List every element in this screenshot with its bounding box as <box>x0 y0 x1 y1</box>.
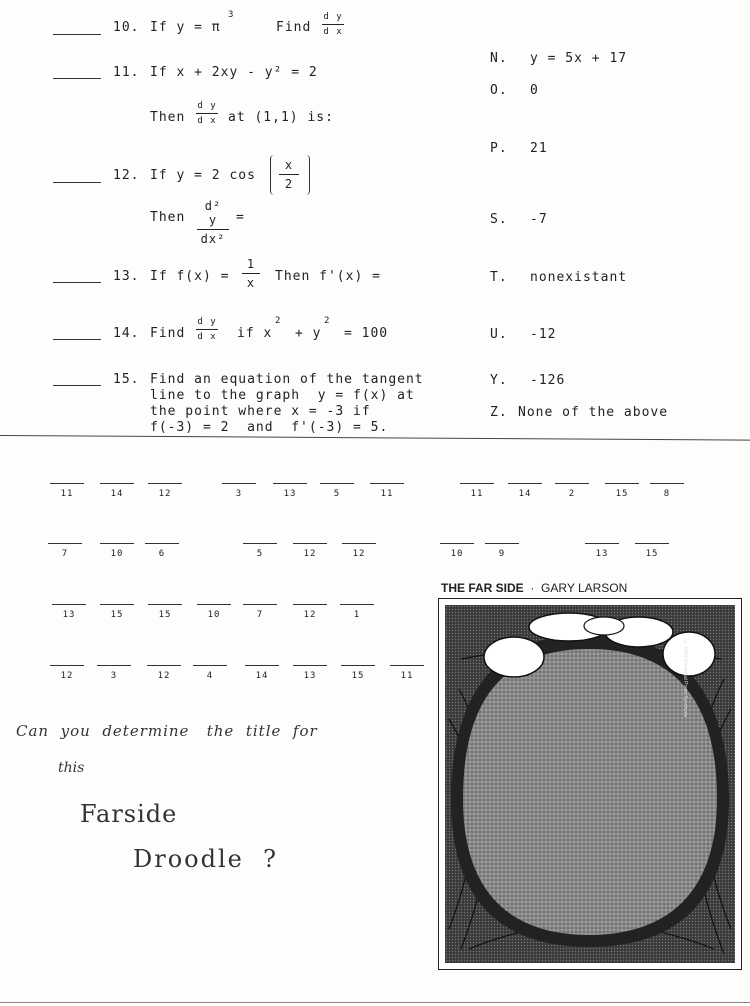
q13-function: If f(x) = <box>150 269 230 284</box>
code-cell[interactable]: 12 <box>342 543 376 559</box>
code-cell[interactable]: 7 <box>243 604 277 620</box>
code-cell[interactable]: 13 <box>273 483 307 499</box>
q14-exponent-x: 2 <box>275 316 281 326</box>
choice-S-letter: S. <box>490 212 508 227</box>
code-cell[interactable]: 11 <box>50 483 84 499</box>
q13-fraction <box>242 257 260 290</box>
cartoon-drawing <box>439 599 741 969</box>
handwriting-line-4: Droodle ? <box>133 845 278 873</box>
choice-P-value: 21 <box>530 141 548 156</box>
frac-denominator: d x <box>197 116 217 126</box>
q10-number: 10. <box>113 20 140 35</box>
q12-equation: If y = 2 cos <box>150 168 256 183</box>
answer-blank-14[interactable] <box>53 339 101 340</box>
frac-denominator: d x <box>323 27 343 37</box>
code-cell[interactable]: 14 <box>100 483 134 499</box>
answer-blank-12[interactable] <box>53 182 101 183</box>
cartoon-copyright: © 1983 Universal Press Syndicate <box>682 639 688 718</box>
frac-numerator: d² y <box>204 199 222 227</box>
q15-line-3: the point where x = -3 if <box>150 404 371 419</box>
code-cell[interactable]: 11 <box>370 483 404 499</box>
frac-numerator: x <box>284 158 294 172</box>
q14-result: = 100 <box>344 326 389 341</box>
code-cell[interactable]: 10 <box>197 604 231 620</box>
q11-then: Then <box>150 110 186 125</box>
q14-number: 14. <box>113 326 140 341</box>
answer-blank-11[interactable] <box>53 78 101 79</box>
handwriting-line-3: Farside <box>80 800 178 828</box>
code-cell[interactable]: 13 <box>52 604 86 620</box>
code-cell[interactable]: 1 <box>340 604 374 620</box>
code-cell[interactable]: 11 <box>390 665 424 681</box>
q15-line-2: line to the graph y = f(x) at <box>150 388 415 403</box>
handwriting-line-1: Can you determine the title for <box>16 722 318 740</box>
q15-number: 15. <box>113 372 140 387</box>
frac-denominator: dx² <box>200 232 226 246</box>
q14-plus-y: + y <box>295 326 322 341</box>
code-cell[interactable]: 7 <box>48 543 82 559</box>
choice-Y-letter: Y. <box>490 373 508 388</box>
choice-P-letter: P. <box>490 141 508 156</box>
q10-derivative <box>322 12 344 37</box>
code-cell[interactable]: 13 <box>293 665 327 681</box>
frac-denominator: 2 <box>284 177 294 191</box>
frac-numerator: d y <box>197 317 217 327</box>
code-cell[interactable]: 9 <box>485 543 519 559</box>
code-cell[interactable]: 10 <box>100 543 134 559</box>
code-cell[interactable]: 15 <box>635 543 669 559</box>
q10-exponent: 3 <box>228 10 234 20</box>
q11-equation: If x + 2xy - y² = 2 <box>150 65 318 80</box>
code-cell[interactable]: 3 <box>222 483 256 499</box>
choice-T-value: nonexistant <box>530 270 628 285</box>
q14-exponent-y: 2 <box>324 316 330 326</box>
code-cell[interactable]: 15 <box>100 604 134 620</box>
frac-numerator: d y <box>197 101 217 111</box>
code-cell[interactable]: 13 <box>585 543 619 559</box>
choice-O-letter: O. <box>490 83 508 98</box>
q11-point: at (1,1) is: <box>228 110 334 125</box>
choice-S-value: -7 <box>530 212 548 227</box>
q10-find: Find <box>276 20 312 35</box>
code-cell[interactable]: 12 <box>147 665 181 681</box>
q11-derivative <box>196 101 218 126</box>
frac-denominator: x <box>246 276 256 290</box>
cartoon-author: GARY LARSON <box>541 581 628 595</box>
code-cell[interactable]: 12 <box>50 665 84 681</box>
q13-then: Then f'(x) = <box>275 269 381 284</box>
code-cell[interactable]: 3 <box>97 665 131 681</box>
code-cell[interactable]: 15 <box>341 665 375 681</box>
choice-N-value: y = 5x + 17 <box>530 51 628 66</box>
answer-blank-13[interactable] <box>53 282 101 283</box>
code-cell[interactable]: 12 <box>293 604 327 620</box>
code-cell[interactable]: 8 <box>650 483 684 499</box>
code-cell[interactable]: 10 <box>440 543 474 559</box>
q14-condition: if x <box>237 326 273 341</box>
code-cell[interactable]: 2 <box>555 483 589 499</box>
choice-U-letter: U. <box>490 327 508 342</box>
answer-blank-10[interactable] <box>53 34 101 35</box>
choice-Z-value: None of the above <box>518 405 669 420</box>
code-cell[interactable]: 15 <box>148 604 182 620</box>
frac-denominator: d x <box>197 332 217 342</box>
answer-blank-15[interactable] <box>53 385 101 386</box>
code-cell[interactable]: 14 <box>508 483 542 499</box>
code-cell[interactable]: 12 <box>148 483 182 499</box>
frac-numerator: d y <box>323 12 343 22</box>
choice-U-value: -12 <box>530 327 557 342</box>
q11-number: 11. <box>113 65 140 80</box>
choice-Z-letter: Z. <box>490 405 508 420</box>
choice-T-letter: T. <box>490 270 508 285</box>
code-cell[interactable]: 6 <box>145 543 179 559</box>
q10-text: If y = π <box>150 20 221 35</box>
q12-cos-argument <box>279 158 299 191</box>
choice-O-value: 0 <box>530 83 539 98</box>
code-cell[interactable]: 11 <box>460 483 494 499</box>
bottom-rule <box>0 1002 750 1003</box>
cartoon-frame <box>438 598 742 970</box>
section-divider <box>0 435 750 441</box>
q13-number: 13. <box>113 269 140 284</box>
q14-derivative <box>196 317 218 342</box>
handwriting-line-2: this <box>58 760 85 776</box>
cartoon-header: THE FAR SIDE · GARY LARSON <box>441 581 628 595</box>
code-cell[interactable]: 12 <box>293 543 327 559</box>
frac-numerator: 1 <box>246 257 256 271</box>
q15-line-4: f(-3) = 2 and f'(-3) = 5. <box>150 420 389 435</box>
code-cell[interactable]: 15 <box>605 483 639 499</box>
code-cell[interactable]: 4 <box>193 665 227 681</box>
code-cell[interactable]: 5 <box>243 543 277 559</box>
choice-N-letter: N. <box>490 51 508 66</box>
q12-then: Then <box>150 210 186 225</box>
q15-line-1: Find an equation of the tangent <box>150 372 424 387</box>
code-cell[interactable]: 14 <box>245 665 279 681</box>
q12-equals: = <box>236 210 245 225</box>
q14-find: Find <box>150 326 186 341</box>
q12-second-derivative <box>197 199 229 246</box>
cartoon-brand: THE FAR SIDE <box>441 581 524 595</box>
code-cell[interactable]: 5 <box>320 483 354 499</box>
q12-number: 12. <box>113 168 140 183</box>
choice-Y-value: -126 <box>530 373 566 388</box>
